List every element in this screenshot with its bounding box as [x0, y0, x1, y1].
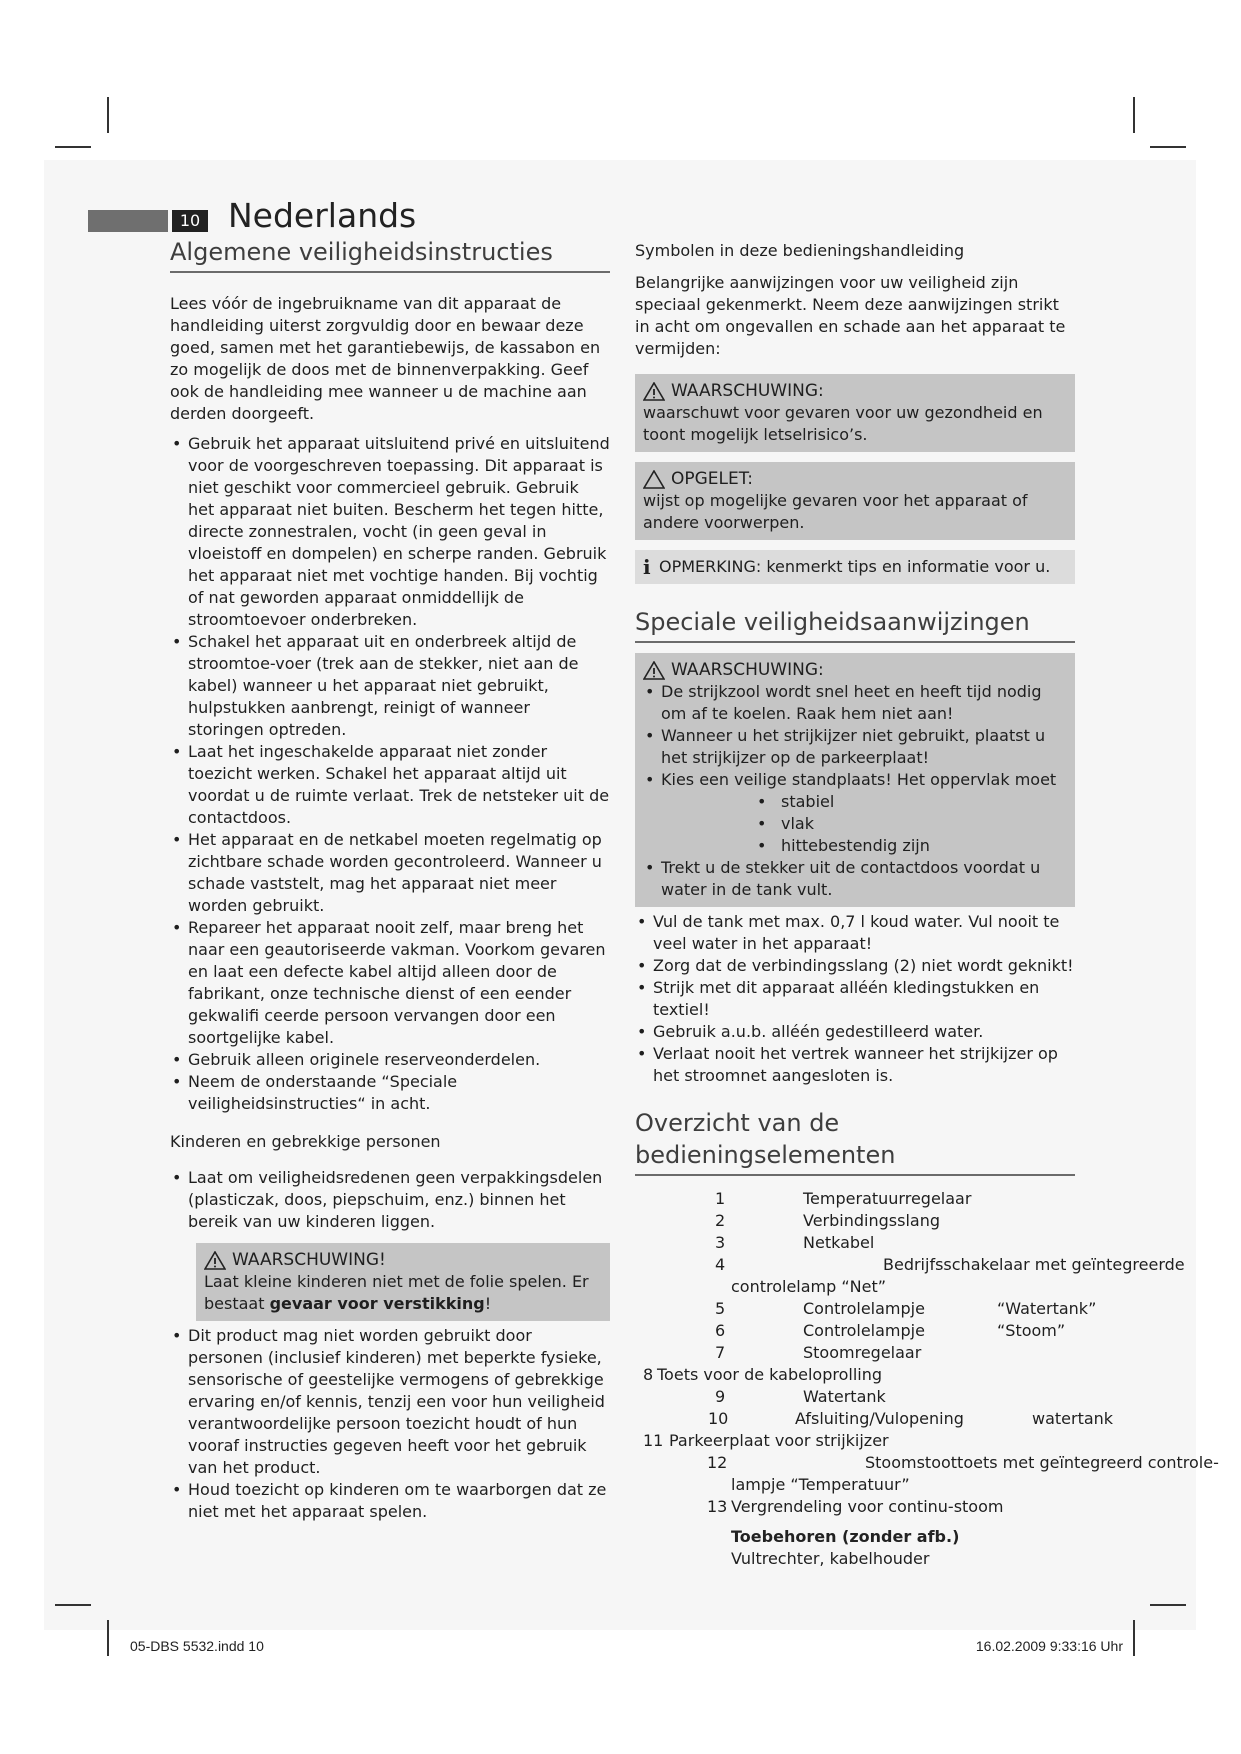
- item-number: 10: [708, 1409, 729, 1428]
- symbol-note-box: [635, 550, 1075, 584]
- list-item: • Kies een veilige standplaats! Het oppervlak moet: [643, 769, 1067, 791]
- header-bar: [88, 210, 168, 232]
- item-number: 8: [643, 1365, 654, 1384]
- item-extra: watertank: [1032, 1409, 1114, 1428]
- item-label: Bedrijfsschakelaar met geïntegreerde: [883, 1255, 1185, 1274]
- crop-mark: [1150, 1604, 1186, 1606]
- list-item: [635, 1430, 1075, 1452]
- special-warning-title-text: WAARSCHUWING:: [671, 660, 824, 680]
- symbol-warning-title: [643, 380, 1067, 402]
- list-item: • Het apparaat en de netkabel moeten regelmatig op zichtbare schade worden gecontroleerd. Wanneer u schade vaststelt, mag het apparaat niet meer worden gebruikt.: [170, 829, 610, 917]
- list-item: [635, 1276, 1075, 1298]
- item-label: Afsluiting/Vulopening: [795, 1409, 964, 1428]
- usage-list: [635, 911, 1075, 1087]
- list-item: [635, 1364, 1075, 1386]
- item-number: 2: [715, 1211, 726, 1230]
- warning-text-end: !: [484, 1294, 492, 1313]
- list-item: • Wanneer u het strijkijzer niet gebruikt, plaatst u het strijkijzer op de parkeerplaat!: [643, 725, 1067, 769]
- list-item: [635, 1452, 1219, 1474]
- list-item: • vlak: [753, 813, 1067, 835]
- item-number: 4: [715, 1255, 726, 1274]
- item-number: 13: [707, 1497, 728, 1516]
- item-extra: “Watertank”: [997, 1299, 1097, 1318]
- warning-text-bold: gevaar voor verstikking: [269, 1294, 485, 1313]
- symbol-warning-text: waarschuwt voor gevaren voor uw gezondheid en toont mogelijk letselrisico’s.: [643, 403, 1043, 444]
- special-warning-box: [635, 653, 1075, 907]
- list-item: [635, 1188, 1075, 1210]
- item-number: 11: [643, 1431, 664, 1450]
- list-item: [635, 1210, 1075, 1232]
- warning-triangle-icon: [643, 661, 665, 680]
- list-item: • Gebruik a.u.b. alléén gedestilleerd water.: [635, 1021, 1075, 1043]
- item-label: Temperatuurregelaar: [803, 1189, 972, 1208]
- symbol-note-text: kenmerkt tips en informatie voor u.: [761, 557, 1051, 576]
- list-item: [635, 1232, 1075, 1254]
- item-number: 6: [715, 1321, 726, 1340]
- list-item: [635, 1408, 1114, 1430]
- item-label: Controlelampje: [803, 1321, 925, 1340]
- warning-text: [204, 1271, 602, 1315]
- item-number: 3: [715, 1233, 726, 1252]
- list-item: [635, 1254, 1185, 1276]
- intro-paragraph: Lees vóór de ingebruikname van dit apparaat de handleiding uiterst zorgvuldig door en bewaar deze goed, samen met het garantiebewijs, de kassabon en zo mogelijk de doos met de binnenverpakking. Geef ook de handleiding mee wanneer u de machine aan derden doorgeeft.: [170, 294, 601, 423]
- left-column: [170, 236, 610, 1523]
- list-item: • Strijk met dit apparaat alléén kledingstukken en textiel!: [635, 977, 1075, 1021]
- item-number: 9: [715, 1387, 726, 1406]
- item-number: 1: [715, 1189, 726, 1208]
- accessories-text: Vultrechter, kabelhouder: [731, 1549, 930, 1568]
- warning-title-text: WAARSCHUWING!: [232, 1250, 386, 1270]
- special-warning-list-end: [643, 857, 1067, 901]
- item-label: Parkeerplaat voor strijkijzer: [669, 1431, 889, 1450]
- item-extra: “Stoom”: [997, 1321, 1066, 1340]
- crop-mark: [107, 97, 109, 133]
- caution-triangle-icon: [643, 470, 665, 489]
- section-title-general-safety: Algemene veiligheidsinstructies: [170, 236, 610, 273]
- accessories-heading: Toebehoren (zonder afb.): [731, 1527, 960, 1546]
- section-title-overview: Overzicht van de bedieningselementen: [635, 1107, 1075, 1176]
- crop-mark: [1133, 97, 1135, 133]
- crop-mark: [1150, 146, 1186, 148]
- item-label: Verbindingsslang: [803, 1211, 940, 1230]
- item-number: 7: [715, 1343, 726, 1362]
- footer-file-info: 05-DBS 5532.indd 10: [130, 1638, 264, 1654]
- list-item: [635, 1386, 1075, 1408]
- item-label: Vergrendeling voor continu-stoom: [731, 1497, 1004, 1516]
- symbol-caution-title: [643, 468, 1067, 490]
- special-warning-title: [643, 659, 1067, 681]
- item-label: controlelamp “Net”: [731, 1277, 887, 1296]
- list-item: [635, 1298, 1097, 1320]
- list-item: • De strijkzool wordt snel heet en heeft tijd nodig om af te koelen. Raak hem niet aan!: [643, 681, 1067, 725]
- section-title-special-safety: Speciale veiligheidsaanwijzingen: [635, 606, 1075, 643]
- list-item: • Schakel het apparaat uit en onderbreek altijd de stroomtoe-voer (trek aan de stekker, niet aan de kabel) wanneer u het apparaat niet gebruikt, hulpstukken aanbrengt, reinigt of wanneer storingen optreden.: [170, 631, 610, 741]
- item-number: 12: [707, 1453, 728, 1472]
- special-warning-list: [643, 681, 1067, 791]
- list-item: [635, 1496, 1075, 1518]
- list-item: • Laat het ingeschakelde apparaat niet zonder toezicht werken. Schakel het apparaat altijd uit voordat u de ruimte verlaat. Trek de netsteker uit de contactdoos.: [170, 741, 610, 829]
- symbols-heading: Symbolen in deze bedieningshandleiding: [635, 241, 965, 260]
- children-heading: Kinderen en gebrekkige personen: [170, 1132, 441, 1151]
- surface-requirements-list: [753, 791, 1067, 857]
- warning-box-title: [204, 1249, 602, 1271]
- symbol-caution-text: wijst op mogelijke gevaren voor het apparaat of andere voorwerpen.: [643, 491, 1028, 532]
- symbol-caution-title-text: OPGELET:: [671, 469, 754, 489]
- symbol-warning-box: [635, 374, 1075, 452]
- warning-text-start: Laat kleine kinderen niet met de folie spelen. Er bestaat: [204, 1272, 589, 1313]
- symbol-caution-box: [635, 462, 1075, 540]
- item-label: Stoomstoottoets met geïntegreerd controle-: [865, 1453, 1219, 1472]
- persons-list: [170, 1325, 610, 1523]
- info-icon: i: [643, 555, 651, 579]
- list-item: • Gebruik het apparaat uitsluitend privé en uitsluitend voor de voorgeschreven toepassing. Dit apparaat is niet geschikt voor commercieel gebruik. Gebruik het apparaat niet buiten. Bescherm het tegen hitte, directe zonnestralen, vocht (in geen geval in vloeistoff en dompelen) en scherpe randen. Gebruik het apparaat niet met vochtige handen. Bij vochtig of nat geworden apparaat onmiddellijk de stroomtoevoer onderbreken.: [170, 433, 610, 631]
- symbols-intro: Belangrijke aanwijzingen voor uw veiligheid zijn speciaal gekenmerkt. Neem deze aanwijzingen strikt in acht om ongevallen en schade aan het apparaat te vermijden:: [635, 273, 1066, 358]
- symbol-note-row: [643, 556, 1067, 578]
- crop-mark: [55, 1604, 91, 1606]
- item-label: Netkabel: [803, 1233, 875, 1252]
- crop-mark: [107, 1620, 109, 1656]
- list-item: [635, 1320, 1075, 1342]
- list-item: • Trekt u de stekker uit de contactdoos voordat u water in de tank vult.: [643, 857, 1067, 901]
- crop-mark: [1133, 1620, 1135, 1656]
- list-item: • Houd toezicht op kinderen om te waarborgen dat ze niet met het apparaat spelen.: [170, 1479, 610, 1523]
- list-item: • Dit product mag niet worden gebruikt door personen (inclusief kinderen) met beperkte fysieke, sensorische of geestelijke vermogens of gebrekkige ervaring en/of kennis, tenzij een voor hun veiligheid verantwoordelijke persoon toezicht houdt of hun vooraf instructies gegeven heeft voor het gebruik van het product.: [170, 1325, 610, 1479]
- list-item: • Repareer het apparaat nooit zelf, maar breng het naar een geautoriseerde vakman. Voorkom gevaren en laat een defecte kabel altijd alleen door de fabrikant, onze technische dienst of een eender gekwalifi ceerde persoon vervangen door een soortgelijke kabel.: [170, 917, 610, 1049]
- list-item: • hittebestendig zijn: [753, 835, 1067, 857]
- item-label: Watertank: [803, 1387, 886, 1406]
- item-number: 5: [715, 1299, 726, 1318]
- list-item: • Verlaat nooit het vertrek wanneer het strijkijzer op het stroomnet aangesloten is.: [635, 1043, 1075, 1087]
- list-item: • Zorg dat de verbindingsslang (2) niet wordt geknikt!: [635, 955, 1075, 977]
- page-number: 10: [172, 210, 208, 232]
- item-label: Stoomregelaar: [803, 1343, 922, 1362]
- item-label: Controlelampje: [803, 1299, 925, 1318]
- right-column: [635, 236, 1219, 1570]
- language-title: Nederlands: [228, 196, 417, 235]
- safety-list: [170, 433, 610, 1115]
- list-item: [635, 1474, 1075, 1496]
- symbol-warning-title-text: WAARSCHUWING:: [671, 381, 824, 401]
- item-label: lampje “Temperatuur”: [731, 1475, 910, 1494]
- warning-triangle-icon: [204, 1251, 226, 1270]
- children-list: [170, 1167, 610, 1233]
- footer-timestamp: 16.02.2009 9:33:16 Uhr: [975, 1638, 1123, 1654]
- controls-overview-list: [635, 1188, 1219, 1518]
- list-item: • Neem de onderstaande “Speciale veiligheidsinstructies“ in acht.: [170, 1071, 610, 1115]
- list-item: • stabiel: [753, 791, 1067, 813]
- item-label: Toets voor de kabeloprolling: [657, 1365, 883, 1384]
- list-item: • Vul de tank met max. 0,7 l koud water. Vul nooit te veel water in het apparaat!: [635, 911, 1075, 955]
- warning-box-children: [196, 1243, 610, 1321]
- warning-triangle-icon: [643, 382, 665, 401]
- list-item: [635, 1342, 1075, 1364]
- crop-mark: [55, 146, 91, 148]
- symbol-note-title: OPMERKING:: [659, 557, 762, 576]
- list-item: • Gebruik alleen originele reserveonderdelen.: [170, 1049, 610, 1071]
- list-item: • Laat om veiligheidsredenen geen verpakkingsdelen (plasticzak, doos, piepschuim, enz.) binnen het bereik van uw kinderen liggen.: [170, 1167, 610, 1233]
